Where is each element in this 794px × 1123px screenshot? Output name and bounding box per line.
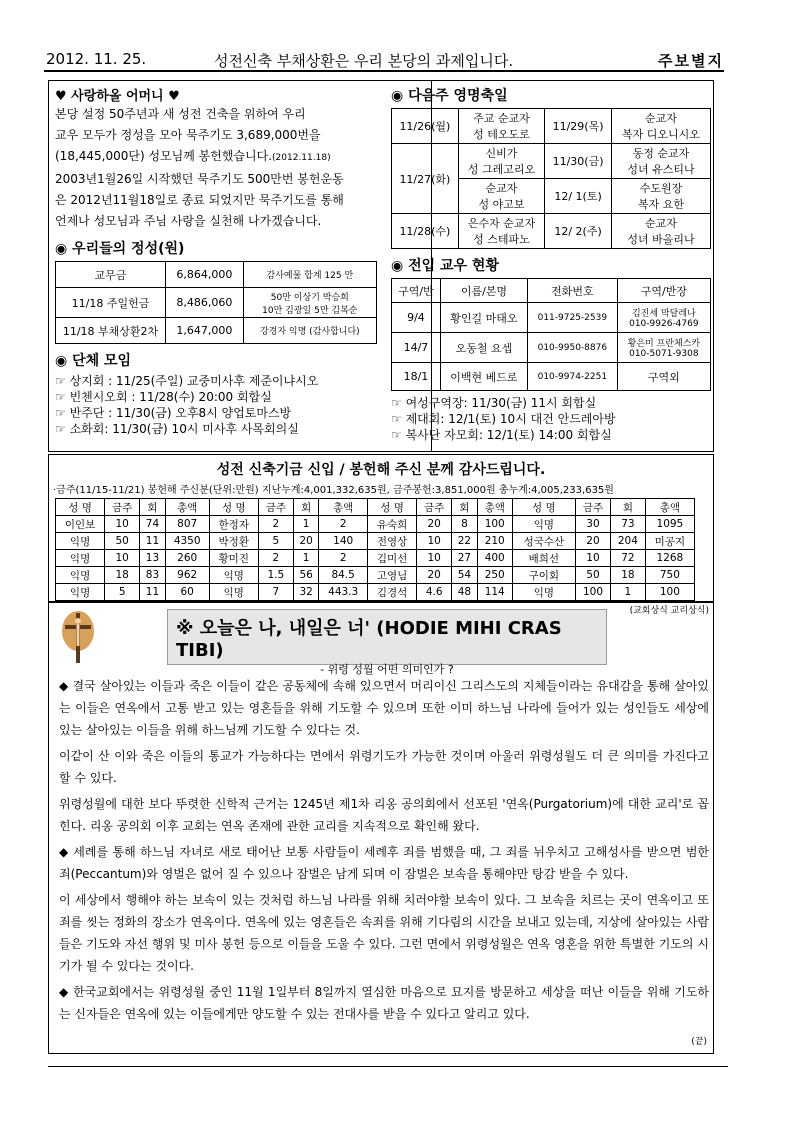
letter-line: 은 2012년11월18일로 종료 되었지만 묵주기도를 통해 (55, 193, 344, 207)
group-item: ☞ 상지회 : 11/25(주일) 교중미사후 제준이냐시오 (55, 374, 319, 388)
gift-cell: 100 (477, 516, 512, 533)
gift-cell: 유숙희 (367, 516, 416, 533)
gift-cell: 962 (165, 567, 209, 584)
article-paragraph: ◆ 세례를 통해 하느님 자녀로 새로 태어난 보통 사람들이 세례후 죄를 범했을 때, 그 죄를 뉘우치고 고해성사를 받으면 범한 죄(Peccantum)와 영벌은 없어 질 수 있으나 잠벌은 남게 되며 이 잠벌은 보속을 통해야만 탕감 받을 수 있다. (59, 845, 709, 881)
gift-head: 성 명 (56, 499, 105, 516)
newcomer-cell: 14/7 (392, 333, 441, 363)
gift-cell: 1095 (645, 516, 694, 533)
letter-line-text: (18,445,000단) 성모님께 봉헌했습니다. (55, 149, 273, 163)
offering-amount: 8,486,060 (166, 288, 244, 318)
letter-line: 교우 모두가 정성을 모아 묵주기도 3,689,000번을 (55, 128, 321, 142)
offering-note-line: 50만 이상기 박승희 (270, 292, 349, 303)
gift-head: 회 (140, 499, 165, 516)
feast-title: ◉ 다음주 영명축일 (391, 88, 508, 104)
gift-cell: 100 (575, 584, 610, 601)
gift-head: 회 (293, 499, 318, 516)
gift-head: 성 명 (209, 499, 258, 516)
gift-row (56, 516, 695, 533)
gift-cell: 한정자 (209, 516, 258, 533)
gift-cell: 84.5 (319, 567, 368, 584)
gift-cell: 10 (575, 550, 610, 567)
offering-title: ◉ 우리들의 정성(원) (55, 241, 185, 257)
newcomer-cell: 이백현 베드로 (440, 363, 527, 391)
newcomer-cell: 18/1 (392, 363, 441, 391)
article-reference: (교회상식 교리상식) (629, 606, 709, 616)
gift-row (56, 584, 695, 601)
gift-cell: 미공지 (645, 533, 694, 550)
offering-note: 감사예물 합계 125 만 (243, 262, 376, 288)
newcomers-head: 이름/본명 (440, 279, 527, 303)
feast-saint: 순교자 성녀 바올리나 (611, 214, 710, 249)
gift-cell: 807 (165, 516, 209, 533)
gift-cell: 140 (319, 533, 368, 550)
groups-title: ◉ 단체 모임 (55, 353, 132, 369)
feast-date: 11/28(수) (392, 214, 459, 249)
notice-item: ☞ 제대회: 12/1(토) 10시 대건 안드레아방 (391, 412, 616, 426)
feast-date: 11/27(화) (392, 144, 459, 214)
gift-cell: 443.3 (319, 584, 368, 601)
gift-cell: 20 (417, 516, 452, 533)
letter-title: ♥ 사랑하올 어머니 ♥ (55, 89, 180, 104)
gift-cell: 114 (477, 584, 512, 601)
offering-amount: 1,647,000 (166, 318, 244, 344)
gift-head: 회 (611, 499, 646, 516)
newcomer-cell: 9/4 (392, 303, 441, 333)
feast-saint: 동정 순교자 성녀 유스티나 (611, 144, 710, 179)
gift-cell: 1 (293, 516, 318, 533)
gift-row (56, 550, 695, 567)
gift-row (56, 533, 695, 550)
gift-cell: 이인보 (56, 516, 105, 533)
gift-cell: 4350 (165, 533, 209, 550)
gift-cell: 56 (293, 567, 318, 584)
gift-cell: 익명 (512, 516, 575, 533)
newcomer-cell: 오동철 요셉 (440, 333, 527, 363)
notice-item: ☞ 여성구역장: 11/30(금) 11시 회합실 (391, 396, 597, 410)
feast-saint: 주교 순교자 성 테오도로 (458, 109, 544, 144)
notice-item: ☞ 복사단 자모회: 12/1(토) 14:00 회합실 (391, 428, 612, 442)
gift-cell: 2 (258, 516, 293, 533)
gift-section (48, 454, 714, 602)
gift-cell: 204 (611, 533, 646, 550)
gift-cell: 18 (611, 567, 646, 584)
gift-cell: 익명 (209, 584, 258, 601)
gift-cell: 성국수산 (512, 533, 575, 550)
gift-cell: 18 (105, 567, 140, 584)
gift-head: 성 명 (367, 499, 416, 516)
feast-saint: 수도원장 복자 요한 (611, 179, 710, 214)
article-banner (167, 609, 607, 676)
newcomer-cell: 황은미 프란체스카 010-5071-9308 (617, 333, 710, 363)
offering-label: 11/18 주일헌금 (56, 288, 166, 318)
gift-head: 금주 (575, 499, 610, 516)
letter-line: 2003년1월26일 시작했던 묵주기도 500만번 봉헌운동 (55, 172, 344, 186)
gift-cell: 1268 (645, 550, 694, 567)
issue-date: 2012. 11. 25. (46, 50, 147, 68)
gift-cell: 전영상 (367, 533, 416, 550)
left-column (55, 85, 425, 437)
gift-cell: 익명 (56, 533, 105, 550)
gift-cell: 구이회 (512, 567, 575, 584)
gift-cell: 60 (165, 584, 209, 601)
gift-cell: 10 (105, 516, 140, 533)
newcomer-cell: 010-9974-2251 (527, 363, 617, 391)
gift-cell: 4.6 (417, 584, 452, 601)
article-subtitle: - 위령 성월 어떤 의미인가 ? (320, 663, 454, 676)
gift-cell: 22 (452, 533, 477, 550)
offering-note (243, 288, 376, 318)
gift-cell: 2 (319, 516, 368, 533)
gift-cell: 32 (293, 584, 318, 601)
newcomer-cell: 010-9950-8876 (527, 333, 617, 363)
newcomer-cell: 구역외 (617, 363, 710, 391)
newcomers-head: 전화번호 (527, 279, 617, 303)
gift-cell: 10 (417, 533, 452, 550)
right-column (391, 85, 711, 443)
gift-cell: 13 (140, 550, 165, 567)
gift-cell: 2 (258, 550, 293, 567)
gift-cell: 11 (140, 584, 165, 601)
newcomers-table (391, 278, 711, 391)
gift-summary: ·금주(11/15-11/21) 봉헌해 주신분(단위:만원) 지난누계:4,001,332,635원, 금주봉헌:3,851,000원 총누계:4,005,233,635원 (53, 485, 614, 496)
article-paragraph: ◆ 한국교회에서는 위령성월 중인 11월 1일부터 8일까지 열심한 마음으로 묘지를 방문하고 세상을 떠난 이들을 위해 기도하는 신자들은 연옥에 있는 이들에게만 양도할 수 있는 전대사를 받을 수 있다고 알리고 있다. (59, 985, 709, 1021)
gift-cell: 20 (417, 567, 452, 584)
gift-cell: 83 (140, 567, 165, 584)
header-tag: 주보별지 (658, 52, 724, 70)
gift-cell: 배희선 (512, 550, 575, 567)
article-paragraph: 이 세상에서 행해야 하는 보속이 있는 것처럼 하느님 나라를 위해 치러야할 보속이 있다. 그 보속을 치르는 곳이 연옥이고 또 죄를 씻는 정화의 장소가 연옥이다. 연옥에 있는 영혼들은 속죄를 위해 기다림의 시간을 보내고 있는데, 지상에 살아있는 사람들은 기도와 자선 행위 및 미사 봉헌 등으로 이들을 도울 수 있다. 그런 면에서 위령성월은 연옥 영혼을 위한 특별한 기도의 시기가 될 수 있다는 것이다. (59, 893, 709, 973)
feast-date: 12/ 2(주) (545, 214, 612, 249)
gift-cell: 익명 (56, 584, 105, 601)
article-section (48, 602, 714, 1054)
gift-head: 금주 (258, 499, 293, 516)
top-section (48, 80, 714, 452)
letter-line (55, 146, 425, 169)
offering-note: 강경자 익명 (감사합니다) (243, 318, 376, 344)
gift-cell: 7 (258, 584, 293, 601)
gift-cell: 5 (105, 584, 140, 601)
gift-cell: 8 (452, 516, 477, 533)
header-title: 성전신축 부채상환은 우리 본당의 과제입니다. (214, 52, 514, 70)
offering-note-line: 10만 김광일 5만 김복순 (262, 305, 358, 316)
newcomers-head: 구역/반장 (617, 279, 710, 303)
newcomer-cell: 황인길 마태오 (440, 303, 527, 333)
gift-cell: 익명 (512, 584, 575, 601)
gift-cell: 익명 (209, 567, 258, 584)
offering-amount: 6,864,000 (166, 262, 244, 288)
gift-cell: 72 (611, 550, 646, 567)
gift-cell: 100 (645, 584, 694, 601)
offering-label: 교무금 (56, 262, 166, 288)
feast-saint: 순교자 복자 디오니시오 (611, 109, 710, 144)
group-item: ☞ 소화회: 11/30(금) 10시 미사후 사목회의실 (55, 422, 299, 436)
letter-line: 언제나 성모님과 주님 사랑을 실천해 나가겠습니다. (55, 214, 322, 228)
gift-head: 총액 (319, 499, 368, 516)
gift-cell: 20 (293, 533, 318, 550)
article-paragraph: ◆ 결국 살아있는 이들과 죽은 이들이 같은 공동체에 속해 있으면서 머리이신 그리스도의 지체들이라는 유대감을 통해 살아있는 이들은 연옥에서 고통 받고 있는 영혼들을 위해 기도할 수 있으며 또한 이미 하느님 나라에 들어가 있는 성인들도 세상에 있는 살아있는 이들을 위해 하느님께 기도할 수 있다는 것. (59, 679, 709, 737)
feast-saint: 은수자 순교자 성 스테파노 (458, 214, 544, 249)
gift-cell: 260 (165, 550, 209, 567)
gift-cell: 27 (452, 550, 477, 567)
gift-cell: 2 (319, 550, 368, 567)
gift-cell: 48 (452, 584, 477, 601)
gift-cell: 750 (645, 567, 694, 584)
newcomers-title: ◉ 전입 교우 현황 (391, 258, 499, 274)
letter (55, 85, 425, 232)
article-body (59, 675, 709, 1029)
newcomers-head: 구역/반 (392, 279, 441, 303)
gift-cell: 50 (105, 533, 140, 550)
gift-head: 총액 (645, 499, 694, 516)
gift-cell: 김경석 (367, 584, 416, 601)
gift-cell: 210 (477, 533, 512, 550)
gift-cell: 73 (611, 516, 646, 533)
offering-table (55, 261, 377, 344)
gift-cell: 고영님 (367, 567, 416, 584)
gift-cell: 1 (611, 584, 646, 601)
gift-cell: 익명 (56, 567, 105, 584)
gift-cell: 30 (575, 516, 610, 533)
gift-title: 성전 신축기금 신입 / 봉헌해 주신 분께 감사드립니다. (216, 462, 546, 478)
gift-head: 회 (452, 499, 477, 516)
gift-cell: 10 (417, 550, 452, 567)
article-end: (끝) (691, 1037, 707, 1047)
feast-date: 11/30(금) (545, 144, 612, 179)
letter-date: (2012.11.18) (272, 153, 331, 163)
article-paragraph: 이같이 산 이와 죽은 이들의 통교가 가능하다는 면에서 위령기도가 가능한 것이며 아울러 위령성월도 더 큰 의미를 가진다고 할 수 있다. (59, 749, 709, 785)
feast-table (391, 108, 711, 249)
group-item: ☞ 반주단 : 11/30(금) 오후8시 양업토마스방 (55, 406, 292, 420)
feast-date: 12/ 1(토) (545, 179, 612, 214)
gift-cell: 20 (575, 533, 610, 550)
gift-cell: 250 (477, 567, 512, 584)
newcomer-cell: 김진세 막달레나 010-9926-4769 (617, 303, 710, 333)
gift-cell: 1.5 (258, 567, 293, 584)
footer-rule (48, 1066, 728, 1067)
feast-date: 11/29(목) (545, 109, 612, 144)
page-header (44, 48, 724, 72)
article-paragraph: 위령성월에 대한 보다 뚜렷한 신학적 근거는 1245년 제1차 리옹 공의회에서 선포된 '연옥(Purgatorium)에 대한 교리'로 꼽힌다. 리옹 공의회 이후 교회는 연옥 존재에 관한 교리를 지속적으로 확인해 왔다. (59, 797, 709, 833)
feast-date: 11/26(월) (392, 109, 459, 144)
letter-line: 본당 설정 50주년과 새 성전 건축을 위하여 우리 (55, 107, 306, 121)
gift-cell: 박정환 (209, 533, 258, 550)
gift-cell: 황미진 (209, 550, 258, 567)
gift-cell: 10 (105, 550, 140, 567)
gift-cell: 400 (477, 550, 512, 567)
feast-saint: 신비가 성 그레고리오 (458, 144, 544, 179)
offering-label: 11/18 부채상환2차 (56, 318, 166, 344)
gift-cell: 1 (293, 550, 318, 567)
gift-head: 총액 (477, 499, 512, 516)
crucifix-icon (61, 609, 95, 667)
gift-cell: 54 (452, 567, 477, 584)
newcomer-cell: 011-9725-2539 (527, 303, 617, 333)
gift-row (56, 567, 695, 584)
gift-head: 총액 (165, 499, 209, 516)
gift-cell: 11 (140, 533, 165, 550)
gift-cell: 익명 (56, 550, 105, 567)
gift-head: 금주 (105, 499, 140, 516)
gift-table (55, 498, 695, 601)
article-title: ※ 오늘은 나, 내일은 너' (HODIE MIHI CRAS TIBI) (176, 618, 562, 661)
gift-cell: 김미선 (367, 550, 416, 567)
gift-cell: 5 (258, 533, 293, 550)
gift-cell: 74 (140, 516, 165, 533)
gift-head: 금주 (417, 499, 452, 516)
gift-head: 성 명 (512, 499, 575, 516)
group-item: ☞ 빈첸시오회 : 11/28(수) 20:00 회합실 (55, 390, 272, 404)
feast-saint: 순교자 성 야고보 (458, 179, 544, 214)
gift-cell: 50 (575, 567, 610, 584)
